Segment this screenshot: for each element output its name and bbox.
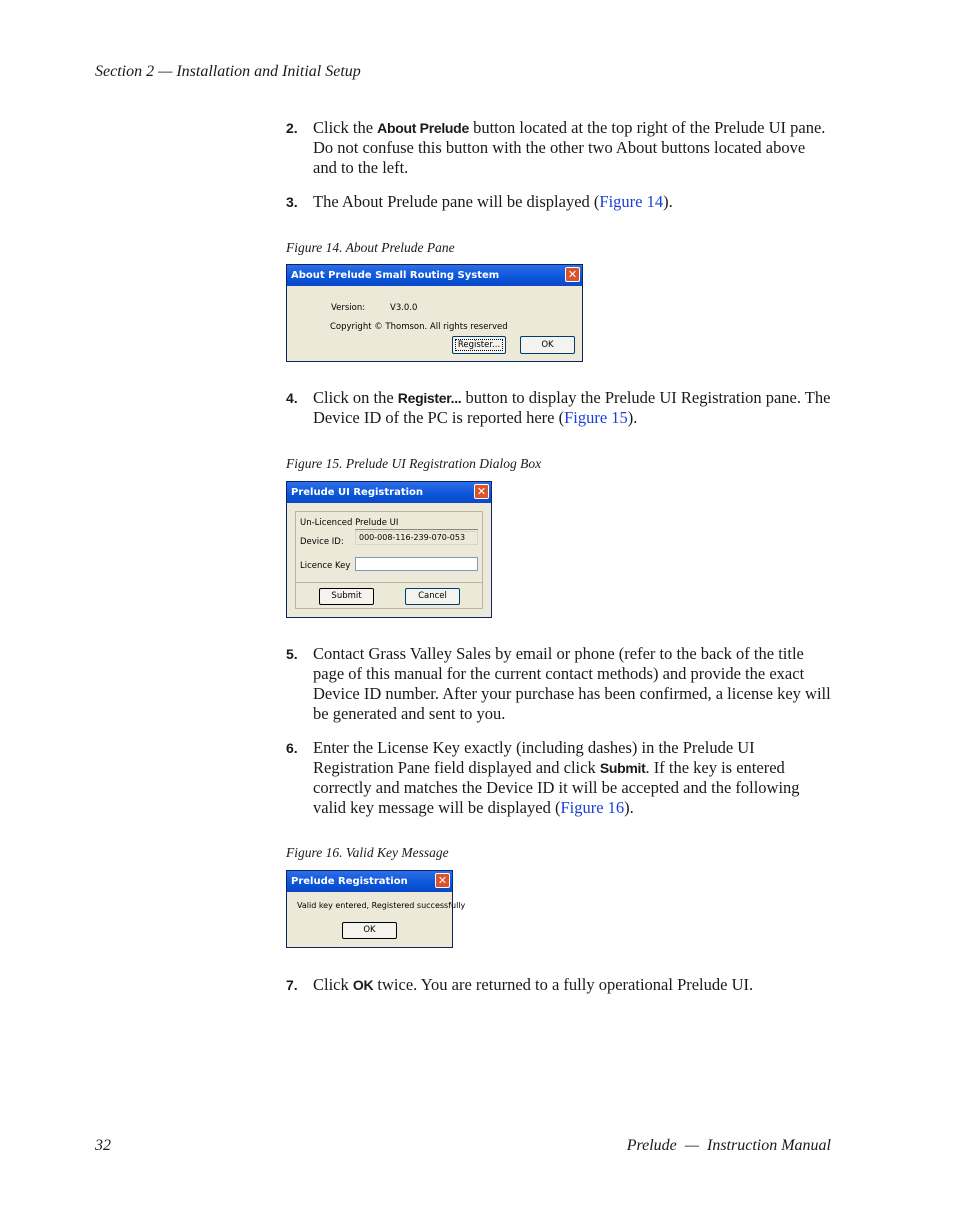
step-text: Click [313, 975, 353, 994]
ok-button[interactable]: OK [520, 336, 575, 354]
step-text: ). [624, 798, 634, 817]
ui-term-submit: Submit [599, 760, 646, 776]
version-value: V3.0.0 [390, 303, 418, 313]
close-icon[interactable]: ✕ [435, 873, 450, 888]
step-text: Click the [313, 118, 378, 137]
dialog-titlebar [287, 265, 582, 286]
copyright-text: Copyright © Thomson. All rights reserved [330, 322, 508, 332]
dialog-titlebar [287, 871, 452, 892]
step-number: 6. [286, 740, 298, 756]
submit-button[interactable]: Submit [319, 588, 374, 605]
dialog-title: Prelude UI Registration [291, 487, 424, 498]
dialog-title: About Prelude Small Routing System [291, 270, 500, 281]
step-text: Enter the License Key exactly (including dashes) in the Prelude UI Registration Pane field displayed and click [313, 738, 755, 777]
licence-status: Un-Licenced Prelude UI [300, 518, 399, 528]
close-icon[interactable]: ✕ [474, 484, 489, 499]
device-id-label: Device ID: [300, 537, 344, 547]
device-id-field: 000-008-116-239-070-053 [355, 531, 478, 545]
figure-15-caption: Figure 15. Prelude UI Registration Dialog Box [286, 456, 542, 471]
step-6 [286, 738, 831, 818]
cancel-button[interactable]: Cancel [405, 588, 460, 605]
about-prelude-dialog [286, 264, 583, 362]
dialog-title: Prelude Registration [291, 876, 408, 887]
ui-term-about-prelude: About Prelude [377, 120, 469, 136]
divider [355, 529, 478, 530]
step-number: 3. [286, 194, 298, 210]
valid-key-dialog [286, 870, 466, 948]
figure-16-caption: Figure 16. Valid Key Message [286, 845, 449, 860]
page-number: 32 [95, 1137, 111, 1154]
ok-button[interactable]: OK [342, 922, 397, 939]
divider [295, 582, 483, 583]
registration-dialog [286, 481, 492, 618]
step-5 [286, 644, 831, 724]
step-text: button to display the Prelude UI Registration pane. The Device ID of the PC is reported here ( [313, 388, 831, 427]
figure-14-caption: Figure 14. About Prelude Pane [286, 240, 455, 255]
licence-key-label: Licence Key [300, 561, 351, 571]
figure-15-link[interactable]: Figure 15 [564, 408, 628, 427]
step-number: 5. [286, 646, 298, 662]
step-2 [286, 118, 831, 178]
figure-16-link[interactable]: Figure 16 [560, 798, 625, 817]
valid-key-message: Valid key entered, Registered successfully [297, 901, 466, 910]
dialog-titlebar [287, 482, 491, 503]
step-text: Click on the [313, 388, 398, 407]
figure-14-link[interactable]: Figure 14 [599, 192, 664, 211]
register-button[interactable]: Register... [452, 336, 506, 354]
ui-term-ok: OK [352, 977, 374, 993]
step-text: The About Prelude pane will be displayed ( [313, 192, 600, 211]
step-text: . If the key is entered correctly and matches the Device ID it will be accepted and the following valid key message will be displayed ( [313, 758, 800, 817]
step-text: ). [663, 192, 673, 211]
running-footer: Prelude — Instruction Manual [626, 1137, 831, 1154]
step-number: 4. [286, 390, 298, 406]
step-text: twice. You are returned to a fully operational Prelude UI. [373, 975, 754, 994]
step-text: button located at the top right of the Prelude UI pane. Do not confuse this button with the other two About buttons located above and to the left. [313, 118, 826, 177]
step-number: 2. [286, 120, 298, 136]
version-label: Version: [331, 303, 366, 313]
step-4 [286, 388, 831, 428]
licence-key-input[interactable] [355, 557, 478, 571]
step-7 [286, 975, 831, 995]
ui-term-register: Register... [397, 390, 462, 406]
step-text: Contact Grass Valley Sales by email or phone (refer to the back of the title page of this manual for the current contact methods) and provide the exact Device ID number. After your purchase has been confirmed, a license key will be generated and sent to you. [313, 644, 831, 723]
step-text: ). [627, 408, 638, 427]
running-header: Section 2 — Installation and Initial Setup [95, 63, 361, 80]
close-icon[interactable]: ✕ [565, 267, 580, 282]
step-3 [286, 192, 831, 212]
step-number: 7. [286, 977, 298, 993]
